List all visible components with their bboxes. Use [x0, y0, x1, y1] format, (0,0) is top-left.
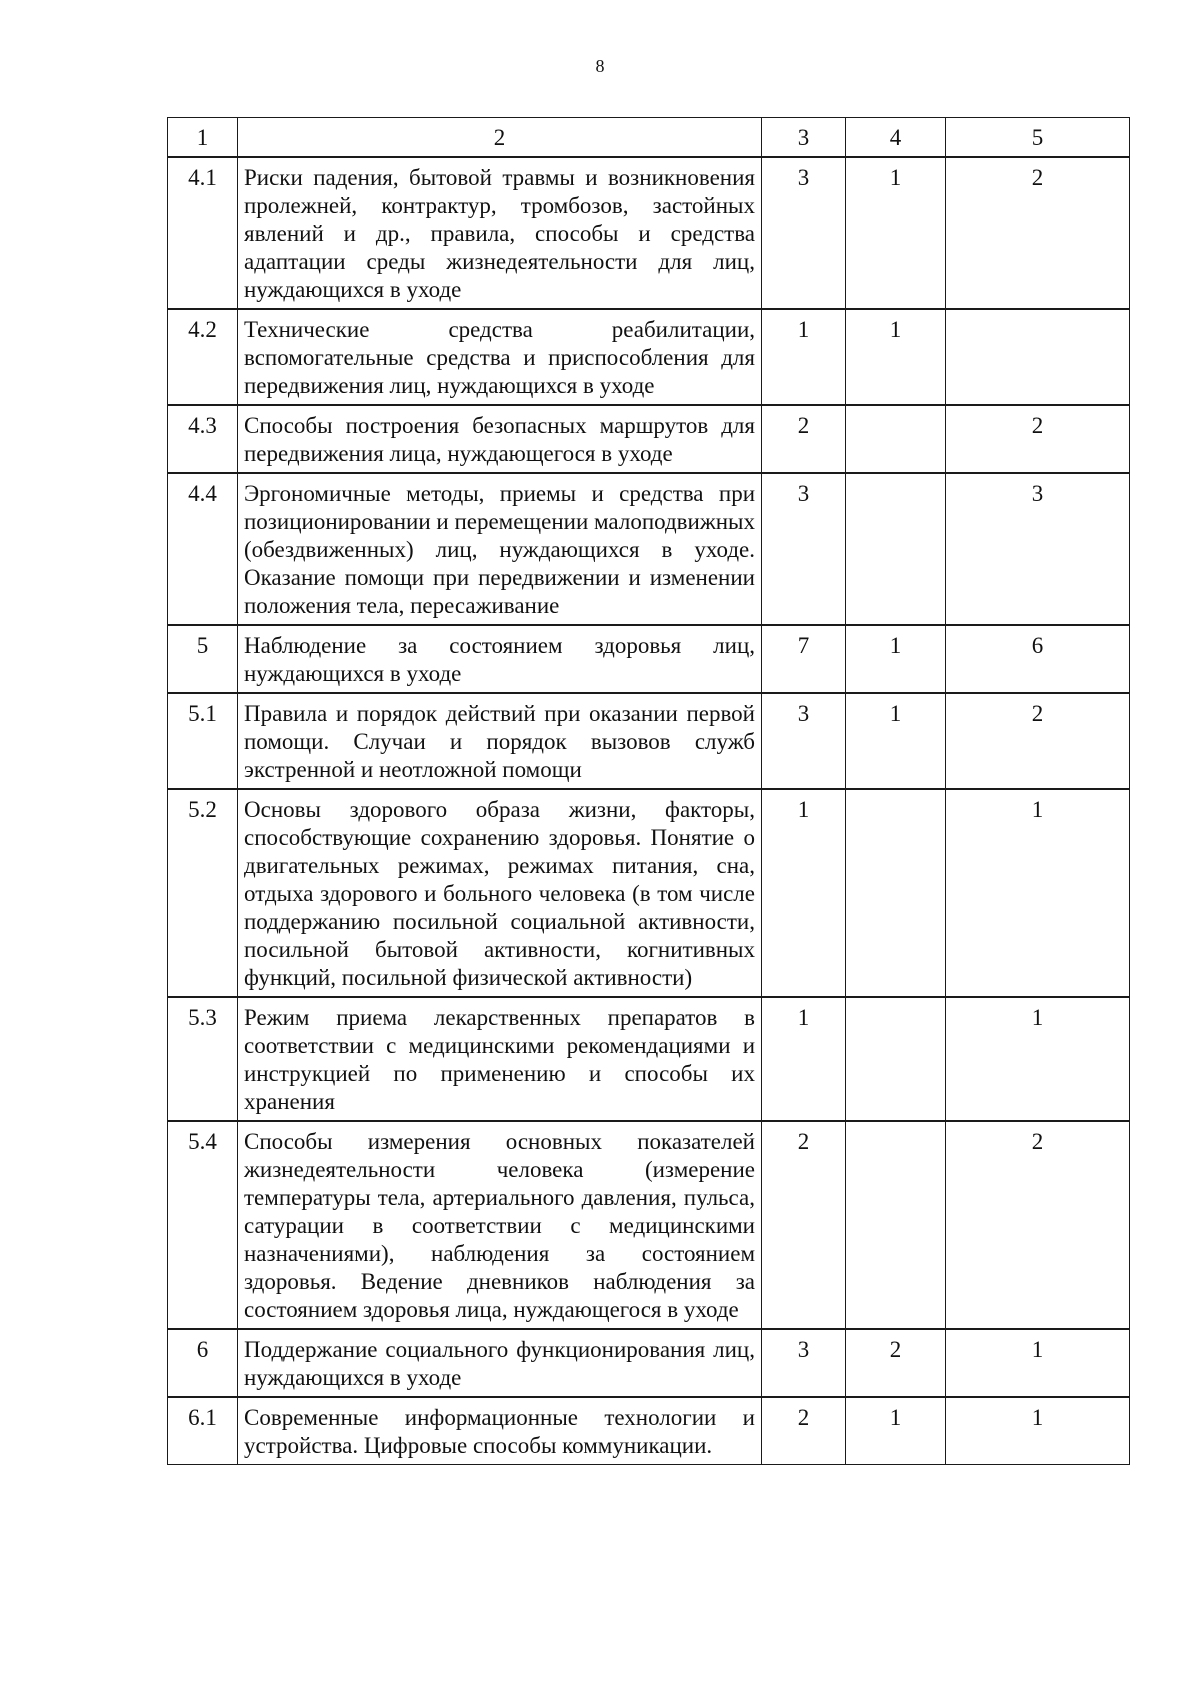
row-total-hours-cell: 2	[762, 1397, 846, 1465]
table-header-row	[168, 118, 1130, 158]
row-practice-hours-cell: 2	[946, 157, 1130, 309]
row-total-hours-cell: 2	[762, 405, 846, 473]
row-practice-hours-cell: 1	[946, 1397, 1130, 1465]
table-row	[168, 1121, 1130, 1329]
row-topic-cell: Риски падения, бытовой травмы и возникновения пролежней, контрактур, тромбозов, застойных явлений и др., правила, способы и средства адаптации среды жизнедеятельности для лиц, нуждающихся в уходе	[238, 157, 762, 309]
curriculum-table	[167, 117, 1130, 1465]
row-total-hours-cell: 3	[762, 473, 846, 625]
row-total-hours-cell: 3	[762, 157, 846, 309]
row-practice-hours-cell	[946, 309, 1130, 405]
row-theory-hours-cell: 1	[846, 309, 946, 405]
row-number-cell: 6.1	[168, 1397, 238, 1465]
row-number-cell: 6	[168, 1329, 238, 1397]
row-number-cell: 4.1	[168, 157, 238, 309]
row-topic-cell: Основы здорового образа жизни, факторы, способствующие сохранению здоровья. Понятие о двигательных режимах, режимах питания, сна, отдыха здорового и больного человека (в том числе поддержанию посильной социальной активности, посильной бытовой активности, когнитивных функций, посильной физической активности)	[238, 789, 762, 997]
row-practice-hours-cell: 2	[946, 405, 1130, 473]
row-total-hours-cell: 1	[762, 309, 846, 405]
row-theory-hours-cell	[846, 789, 946, 997]
row-topic-cell: Поддержание социального функционирования лиц, нуждающихся в уходе	[238, 1329, 762, 1397]
row-total-hours-cell: 3	[762, 1329, 846, 1397]
row-number-cell: 4.3	[168, 405, 238, 473]
row-topic-cell: Режим приема лекарственных препаратов в соответствии с медицинскими рекомендациями и инструкцией по применению и способы их хранения	[238, 997, 762, 1121]
row-theory-hours-cell	[846, 473, 946, 625]
row-number-cell: 4.4	[168, 473, 238, 625]
page-number: 8	[595, 56, 605, 76]
row-topic-cell: Современные информационные технологии и устройства. Цифровые способы коммуникации.	[238, 1397, 762, 1465]
row-practice-hours-cell: 1	[946, 789, 1130, 997]
row-theory-hours-cell: 2	[846, 1329, 946, 1397]
table-row	[168, 309, 1130, 405]
row-total-hours-cell: 2	[762, 1121, 846, 1329]
row-topic-cell: Способы построения безопасных маршрутов для передвижения лица, нуждающегося в уходе	[238, 405, 762, 473]
row-theory-hours-cell	[846, 405, 946, 473]
row-practice-hours-cell: 2	[946, 1121, 1130, 1329]
row-practice-hours-cell: 6	[946, 625, 1130, 693]
row-number-cell: 5.3	[168, 997, 238, 1121]
row-total-hours-cell: 7	[762, 625, 846, 693]
table-row	[168, 625, 1130, 693]
row-topic-cell: Правила и порядок действий при оказании первой помощи. Случаи и порядок вызовов служб экстренной и неотложной помощи	[238, 693, 762, 789]
table-row	[168, 405, 1130, 473]
row-practice-hours-cell: 3	[946, 473, 1130, 625]
row-practice-hours-cell: 1	[946, 1329, 1130, 1397]
header-col-1: 1	[168, 118, 238, 158]
table-row	[168, 473, 1130, 625]
row-number-cell: 5	[168, 625, 238, 693]
table-row	[168, 1329, 1130, 1397]
table-row	[168, 997, 1130, 1121]
row-theory-hours-cell	[846, 1121, 946, 1329]
row-topic-cell: Эргономичные методы, приемы и средства при позиционировании и перемещении малоподвижных (обездвиженных) лиц, нуждающихся в уходе. Оказание помощи при передвижении и изменении положения тела, пересаживание	[238, 473, 762, 625]
table-row	[168, 789, 1130, 997]
row-topic-cell: Способы измерения основных показателей жизнедеятельности человека (измерение температуры тела, артериального давления, пульса, сатурации в соответствии с медицинскими назначениями), наблюдения за состоянием здоровья. Ведение дневников наблюдения за состоянием здоровья лица, нуждающегося в уходе	[238, 1121, 762, 1329]
header-col-4: 4	[846, 118, 946, 158]
row-number-cell: 5.4	[168, 1121, 238, 1329]
row-topic-cell: Технические средства реабилитации, вспомогательные средства и приспособления для передвижения лиц, нуждающихся в уходе	[238, 309, 762, 405]
header-col-2: 2	[238, 118, 762, 158]
row-theory-hours-cell: 1	[846, 625, 946, 693]
row-total-hours-cell: 1	[762, 789, 846, 997]
header-col-3: 3	[762, 118, 846, 158]
row-theory-hours-cell: 1	[846, 157, 946, 309]
row-total-hours-cell: 3	[762, 693, 846, 789]
row-total-hours-cell: 1	[762, 997, 846, 1121]
row-practice-hours-cell: 2	[946, 693, 1130, 789]
row-theory-hours-cell: 1	[846, 1397, 946, 1465]
row-number-cell: 5.2	[168, 789, 238, 997]
table-row	[168, 693, 1130, 789]
row-practice-hours-cell: 1	[946, 997, 1130, 1121]
table-row	[168, 1397, 1130, 1465]
table-row	[168, 157, 1130, 309]
header-col-5: 5	[946, 118, 1130, 158]
row-number-cell: 5.1	[168, 693, 238, 789]
row-number-cell: 4.2	[168, 309, 238, 405]
row-theory-hours-cell	[846, 997, 946, 1121]
row-topic-cell: Наблюдение за состоянием здоровья лиц, нуждающихся в уходе	[238, 625, 762, 693]
row-theory-hours-cell: 1	[846, 693, 946, 789]
